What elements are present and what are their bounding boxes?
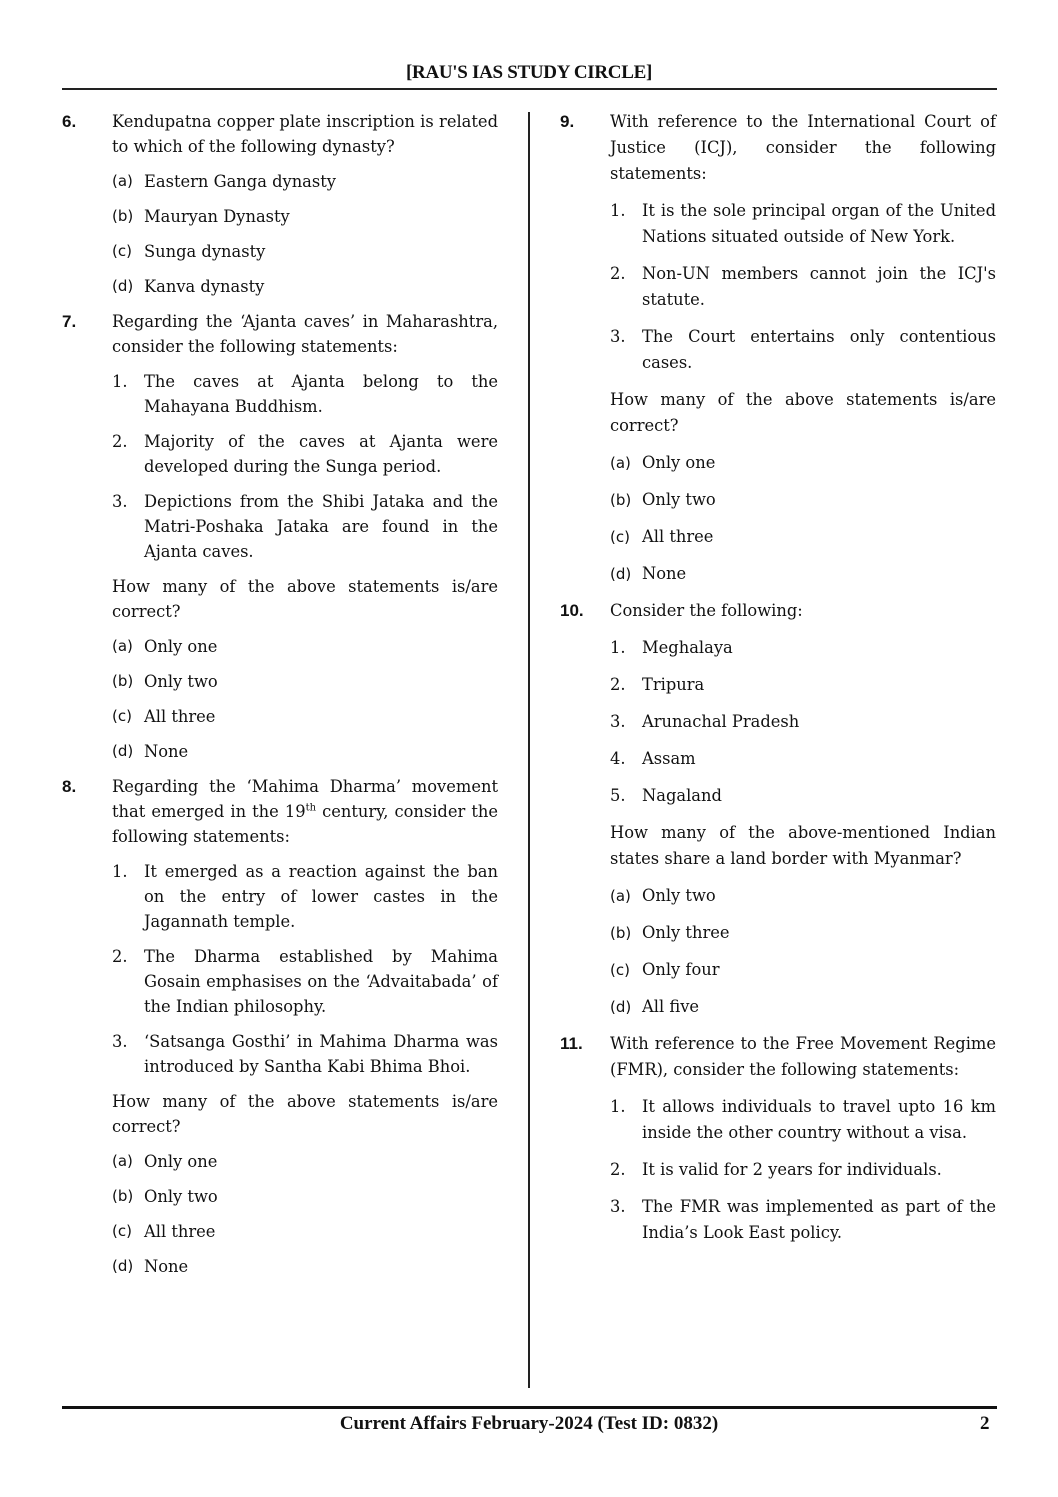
option-label: (d) — [610, 998, 632, 1016]
option-label: (d) — [610, 565, 632, 583]
option-text: Only one — [144, 637, 218, 656]
page-header: [RAU'S IAS STUDY CIRCLE] — [406, 62, 652, 83]
statement-number: 1. — [112, 862, 128, 881]
question-prompt: How many of the above statements is/are correct? — [610, 390, 996, 435]
option-label: (c) — [610, 961, 630, 979]
question — [62, 109, 498, 299]
statement — [112, 1029, 498, 1079]
option-label: (a) — [112, 172, 133, 190]
statement — [610, 635, 996, 661]
answer-option — [112, 704, 498, 729]
statement-number: 2. — [610, 675, 626, 694]
statement-text: The Dharma established by Mahima Gosain emphasises on the ‘Advaitabada’ of the Indian philosophy. — [144, 947, 498, 1016]
answer-option — [610, 487, 996, 513]
statement-text: Assam — [642, 749, 696, 768]
answer-option — [610, 957, 996, 983]
question-text-part: With reference to the Free Movement Regime (FMR), consider the following statements: — [610, 1034, 996, 1079]
question-number: 7. — [62, 312, 77, 331]
question-number: 11. — [560, 1034, 583, 1053]
statement-text: Nagaland — [642, 786, 722, 805]
statement — [610, 1157, 996, 1183]
statement-number: 2. — [112, 947, 128, 966]
option-text: All three — [642, 527, 714, 546]
statement — [112, 369, 498, 419]
statement — [610, 1094, 996, 1146]
option-text: Mauryan Dynasty — [144, 207, 290, 226]
option-label: (c) — [112, 707, 132, 725]
option-label: (d) — [112, 1257, 134, 1275]
statement-number: 1. — [610, 201, 626, 220]
question-number: 10. — [560, 601, 584, 620]
question-text — [610, 598, 996, 624]
option-text: None — [642, 564, 687, 583]
statement-text: Arunachal Pradesh — [642, 712, 800, 731]
option-label: (c) — [610, 528, 630, 546]
statement-number: 3. — [610, 1197, 626, 1216]
option-text: Only two — [144, 1187, 218, 1206]
question-text — [610, 1031, 996, 1083]
statement-text: It is valid for 2 years for individuals. — [642, 1160, 942, 1179]
option-text: Kanva dynasty — [144, 277, 265, 296]
option-text: All three — [144, 707, 216, 726]
answer-option — [610, 561, 996, 587]
question — [560, 1031, 996, 1246]
answer-option — [610, 920, 996, 946]
question-text-part: Kendupatna copper plate inscription is related to which of the following dynasty? — [112, 112, 498, 156]
option-text: Only two — [642, 886, 716, 905]
question-text — [610, 109, 996, 187]
option-text: Only four — [642, 960, 720, 979]
option-text: Only two — [642, 490, 716, 509]
statement-number: 3. — [610, 327, 626, 346]
option-label: (c) — [112, 1222, 132, 1240]
statement — [112, 429, 498, 479]
answer-option — [610, 994, 996, 1020]
question-number: 9. — [560, 112, 575, 131]
statement — [610, 783, 996, 809]
option-text: Only one — [642, 453, 716, 472]
answer-option — [112, 669, 498, 694]
answer-option — [610, 883, 996, 909]
option-text: All three — [144, 1222, 216, 1241]
superscript: th — [305, 802, 317, 814]
question-text-part: Regarding the ‘Mahima Dharma’ movement that emerged in the 19 — [112, 777, 498, 821]
left-column — [62, 109, 498, 1289]
question-text — [112, 109, 498, 159]
answer-option — [112, 634, 498, 659]
statement-number: 2. — [610, 1160, 626, 1179]
question-prompt: How many of the above statements is/are correct? — [112, 1092, 498, 1136]
option-label: (b) — [112, 1187, 134, 1205]
statement-text: Tripura — [642, 675, 705, 694]
answer-option — [112, 1184, 498, 1209]
option-label: (c) — [112, 242, 132, 260]
question — [62, 774, 498, 1279]
option-text: Only one — [144, 1152, 218, 1171]
statement-text: The FMR was implemented as part of the India’s Look East policy. — [642, 1197, 996, 1242]
question-text-part: Regarding the ‘Ajanta caves’ in Maharashtra, consider the following statements: — [112, 312, 498, 356]
statement — [610, 672, 996, 698]
header-rule — [62, 88, 997, 90]
question-text — [112, 774, 498, 849]
option-label: (a) — [112, 1152, 133, 1170]
statement-text: ‘Satsanga Gosthi’ in Mahima Dharma was introduced by Santha Kabi Bhima Bhoi. — [144, 1032, 498, 1076]
option-label: (a) — [610, 454, 631, 472]
option-text: Only three — [642, 923, 730, 942]
statement-number: 3. — [112, 492, 128, 511]
option-text: None — [144, 1257, 189, 1276]
statement-number: 4. — [610, 749, 626, 768]
statement-number: 2. — [112, 432, 128, 451]
question-text-part: With reference to the International Court of Justice (ICJ), consider the following statements: — [610, 112, 996, 183]
statement-number: 5. — [610, 786, 626, 805]
question-text — [112, 309, 498, 359]
question-prompt: How many of the above statements is/are correct? — [112, 577, 498, 621]
statement — [610, 324, 996, 376]
answer-option — [610, 450, 996, 476]
footer-rule — [62, 1406, 997, 1409]
statement — [112, 859, 498, 934]
statement-number: 2. — [610, 264, 626, 283]
option-text: None — [144, 742, 189, 761]
statement-text: Depictions from the Shibi Jataka and the Matri-Poshaka Jataka are found in the Ajanta caves. — [144, 492, 498, 561]
statement-text: The Court entertains only contentious cases. — [642, 327, 996, 372]
option-text: All five — [642, 997, 700, 1016]
statement-number: 3. — [112, 1032, 128, 1051]
statement — [610, 1194, 996, 1246]
option-text: Only two — [144, 672, 218, 691]
option-label: (d) — [112, 277, 134, 295]
statement — [610, 746, 996, 772]
page-number: 2 — [980, 1413, 990, 1434]
option-label: (d) — [112, 742, 134, 760]
question — [560, 598, 996, 1020]
statement-text: Majority of the caves at Ajanta were developed during the Sunga period. — [144, 432, 498, 476]
statement-text: It is the sole principal organ of the United Nations situated outside of New York. — [642, 201, 996, 246]
option-label: (b) — [610, 924, 632, 942]
option-label: (a) — [112, 637, 133, 655]
statement-number: 3. — [610, 712, 626, 731]
statement — [610, 198, 996, 250]
question — [62, 309, 498, 764]
right-column — [560, 109, 996, 1257]
option-label: (b) — [112, 207, 134, 225]
statement-number: 1. — [112, 372, 128, 391]
question-text-part: century, consider the following statements: — [112, 802, 498, 846]
answer-option — [112, 1219, 498, 1244]
page-footer: Current Affairs February-2024 (Test ID: 0832) — [339, 1413, 719, 1434]
statement-number: 1. — [610, 1097, 626, 1116]
question-number: 8. — [62, 777, 77, 796]
option-label: (b) — [112, 672, 134, 690]
question-number: 6. — [62, 112, 77, 131]
option-label: (a) — [610, 887, 631, 905]
statement-text: It allows individuals to travel upto 16 km inside the other country without a visa. — [642, 1097, 996, 1142]
statement-text: The caves at Ajanta belong to the Mahayana Buddhism. — [144, 372, 498, 416]
statement — [610, 261, 996, 313]
answer-option — [112, 1254, 498, 1279]
answer-option — [112, 1149, 498, 1174]
question-text-part: Consider the following: — [610, 601, 803, 620]
answer-option — [112, 274, 498, 299]
statement — [112, 944, 498, 1019]
statement — [610, 709, 996, 735]
answer-option — [112, 239, 498, 264]
option-text: Eastern Ganga dynasty — [144, 172, 336, 191]
option-text: Sunga dynasty — [144, 242, 266, 261]
answer-option — [112, 204, 498, 229]
statement-number: 1. — [610, 638, 626, 657]
column-divider — [528, 112, 530, 1388]
statement-text: It emerged as a reaction against the ban on the entry of lower castes in the Jagannath temple. — [144, 862, 498, 931]
statement — [112, 489, 498, 564]
answer-option — [112, 169, 498, 194]
answer-option — [610, 524, 996, 550]
statement-text: Non-UN members cannot join the ICJ's statute. — [642, 264, 996, 309]
option-label: (b) — [610, 491, 632, 509]
question — [560, 109, 996, 587]
answer-option — [112, 739, 498, 764]
statement-text: Meghalaya — [642, 638, 733, 657]
question-prompt: How many of the above-mentioned Indian states share a land border with Myanmar? — [610, 823, 996, 868]
